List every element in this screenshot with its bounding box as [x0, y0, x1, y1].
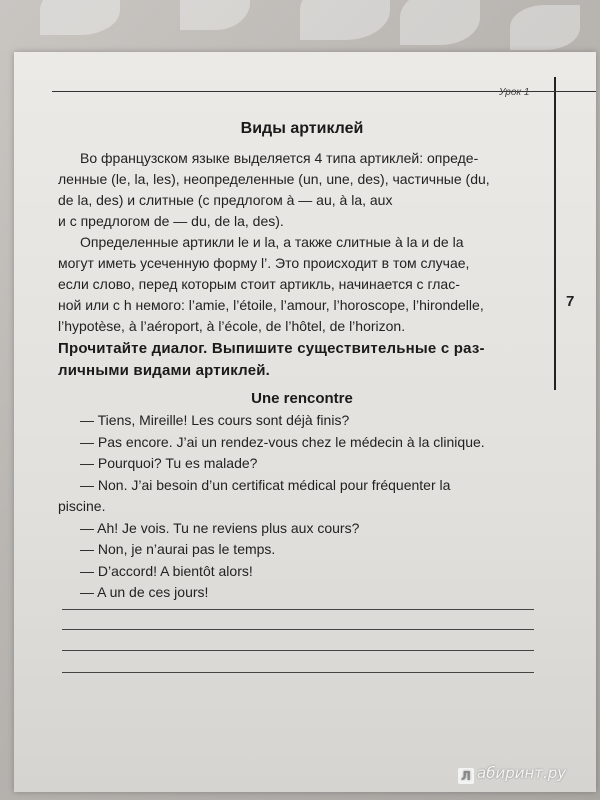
exercise-instruction [58, 338, 546, 382]
labirint-watermark [458, 764, 566, 784]
dialog-title: Une rencontre [251, 390, 353, 407]
dialog-text [58, 410, 546, 604]
exercise-instruction-line: Прочитайте диалог. Выпишите существительные с раз- [58, 340, 485, 357]
paragraph-line: если слово, перед которым стоит артикль, начинается с глас- [58, 276, 460, 292]
book-page [14, 52, 596, 792]
exercise-instruction-line: личными видами артиклей. [58, 362, 271, 379]
background-leaf [400, 0, 480, 45]
answer-line [62, 629, 534, 630]
answer-line [62, 609, 534, 610]
paragraph-line: de la, des) и слитные (с предлогом à — au, à la, aux [58, 192, 393, 208]
background-leaf [180, 0, 250, 30]
dialog-line: — Pourquoi? Tu es malade? [80, 455, 258, 471]
paragraph-line: Во французском языке выделяется 4 типа артиклей: опреде- [80, 150, 479, 166]
section-title: Виды артиклей [240, 120, 364, 137]
background-leaf [510, 5, 580, 50]
paragraph-elision [58, 232, 546, 337]
dialog-line: — Tiens, Mireille! Les cours sont déjà finis? [80, 412, 350, 428]
paragraph-line: l’hypotèse, à l’aéroport, à l’école, de l’hôtel, de l’horizon. [58, 318, 406, 334]
paragraph-line: ленные (le, la, les), неопределенные (un, une, des), частичные (du, [58, 171, 490, 187]
dialog-line: piscine. [58, 498, 106, 514]
answer-line [62, 650, 534, 651]
paragraph-line: могут иметь усеченную форму l’. Это происходит в том случае, [58, 255, 470, 271]
background-leaf [40, 0, 120, 35]
dialog-line: — Ah! Je vois. Tu ne reviens plus aux cours? [80, 519, 360, 536]
background-leaf [300, 0, 390, 40]
dialog-line: — Non. J’ai besoin d’un certificat médical pour fréquenter la [80, 476, 451, 493]
lesson-label: Урок 1 [499, 87, 530, 98]
watermark-text: абиринт.ру [477, 764, 567, 782]
dialog-line: — Pas encore. J’ai un rendez-vous chez le médecin à la clinique. [80, 433, 485, 450]
dialog-line: — A un de ces jours! [80, 584, 209, 600]
paragraph-line: Определенные артикли le и la, а также слитные à la и de la [80, 234, 464, 250]
page-vertical-rule [554, 77, 556, 390]
paragraph-line: ной или с h немого: l’amie, l’étoile, l’amour, l’horoscope, l’hirondelle, [58, 297, 484, 313]
paragraph-line: и с предлогом de — du, de la, des). [58, 213, 284, 229]
labirint-logo-icon: Л [458, 768, 474, 784]
answer-line [62, 672, 534, 673]
paragraph-article-types [58, 148, 546, 232]
dialog-line: — Non, je n’aurai pas le temps. [80, 541, 276, 557]
page-number: 7 [566, 293, 575, 310]
dialog-line: — D’accord! A bientôt alors! [80, 562, 253, 579]
